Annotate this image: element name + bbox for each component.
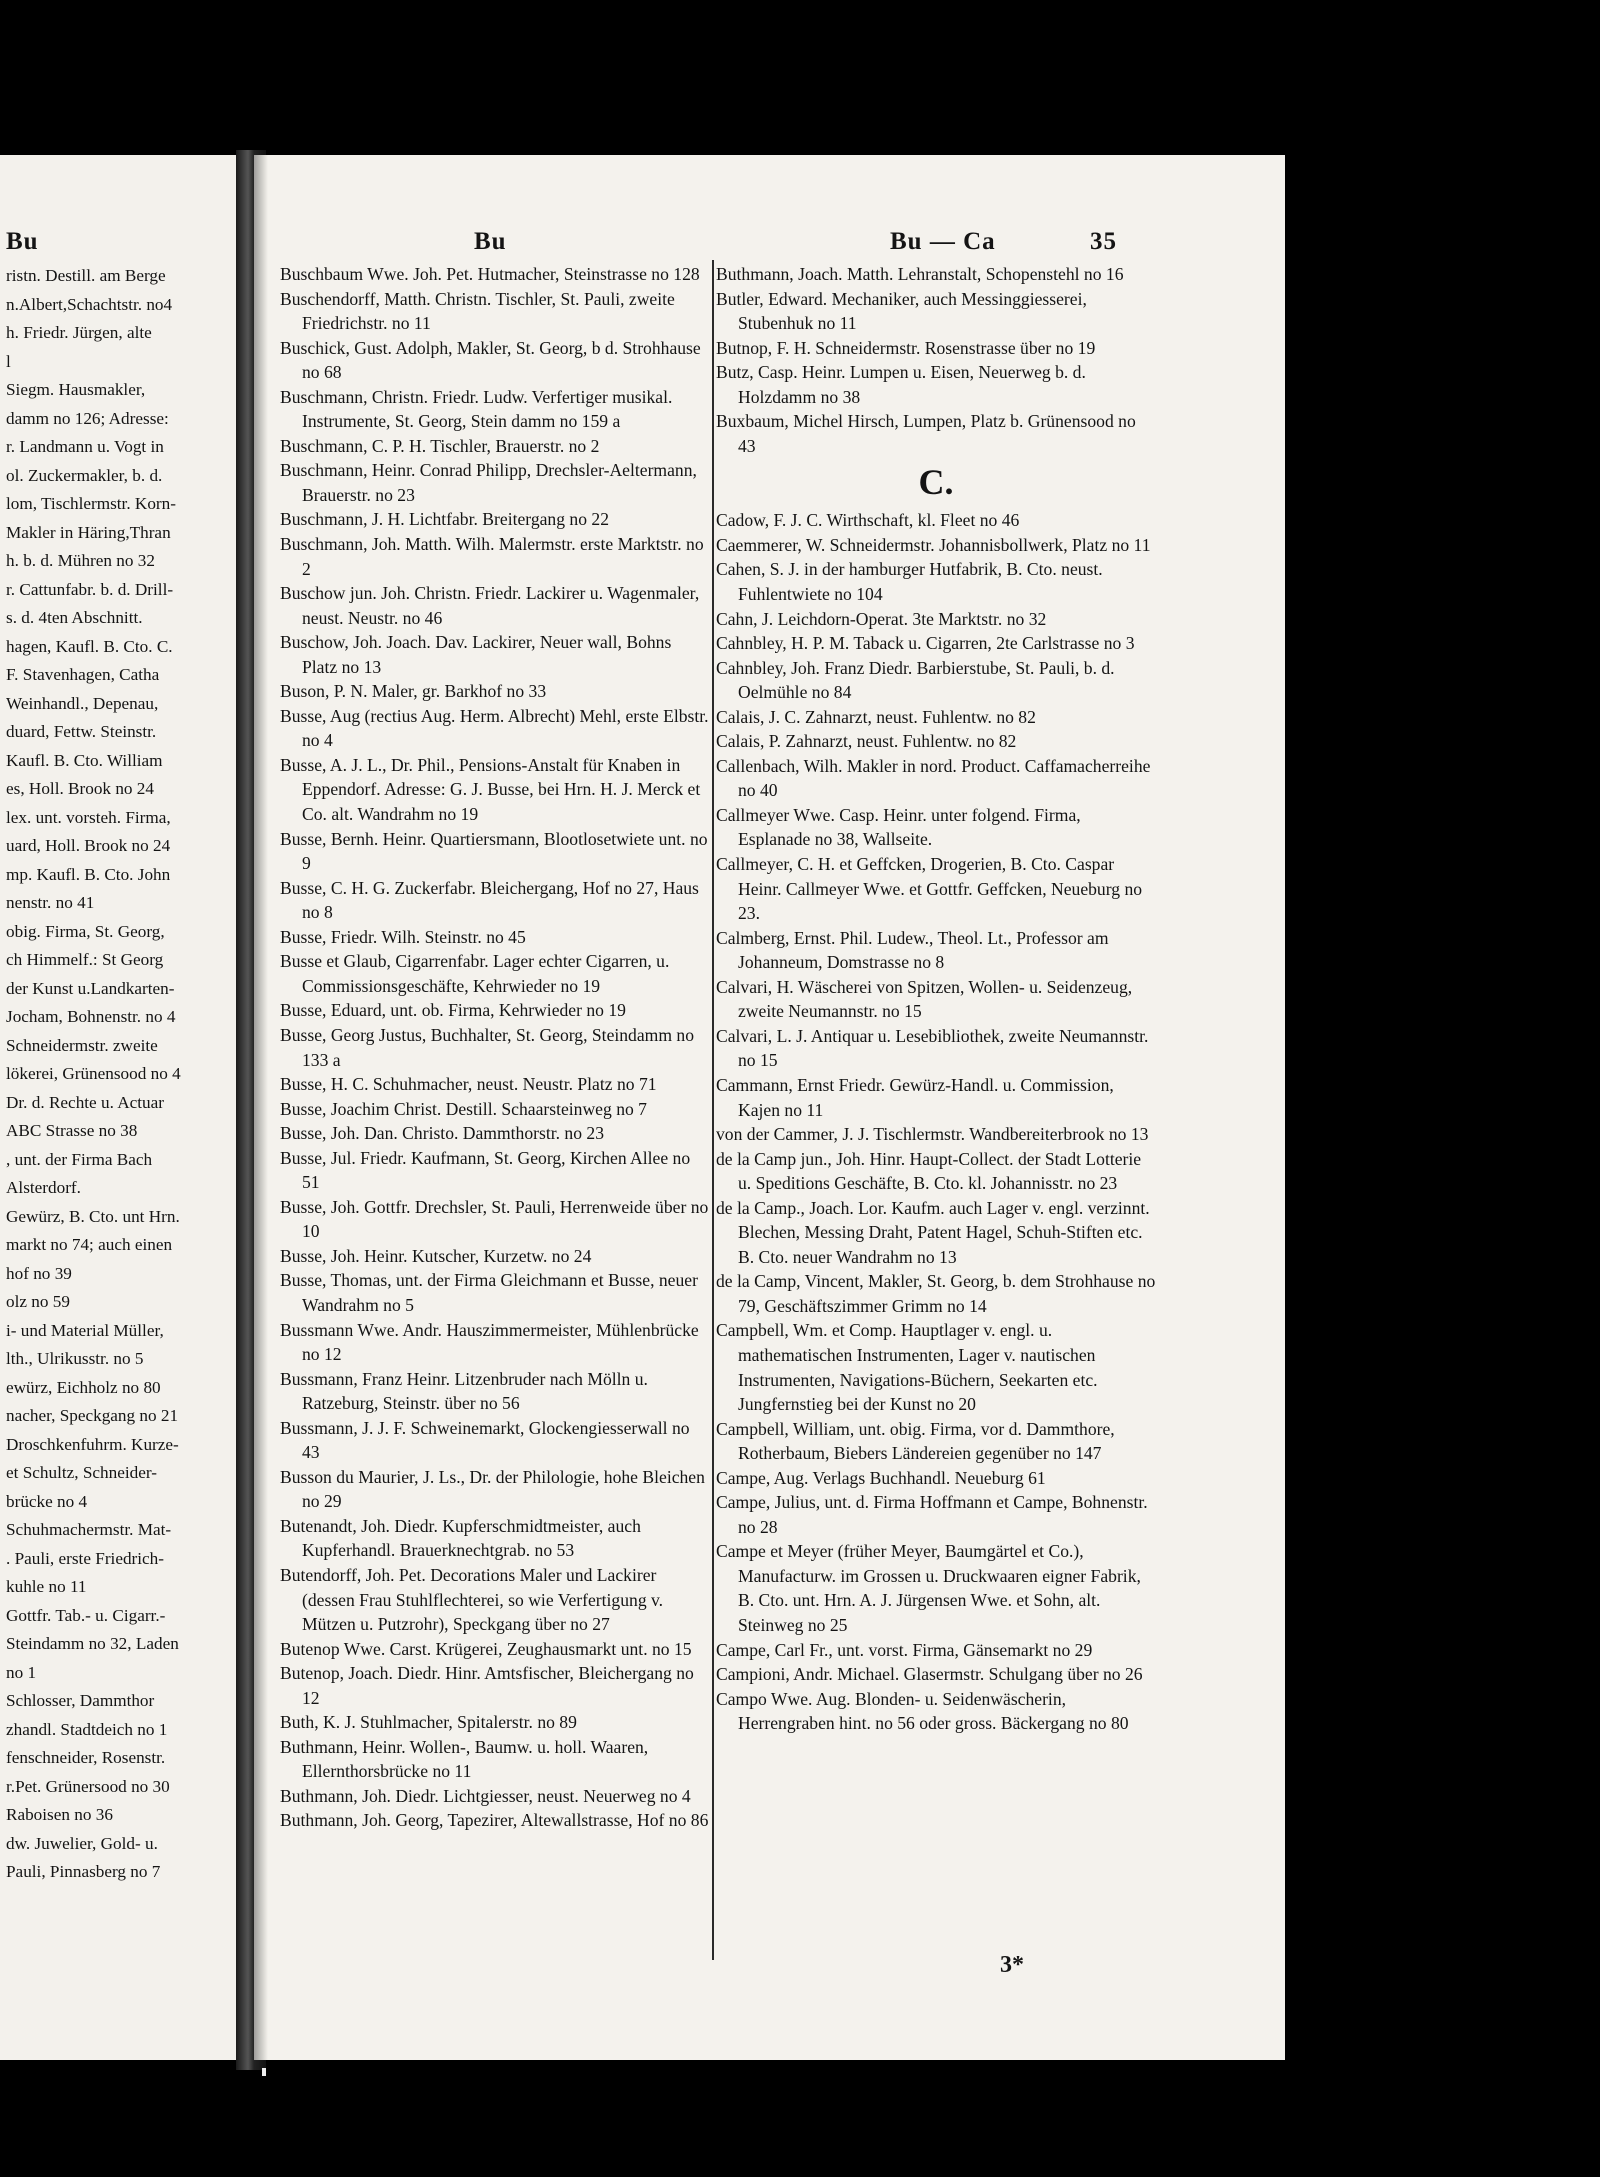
directory-entry: Buschmann, Christn. Friedr. Ludw. Verfertiger musikal. Instrumente, St. Georg, Stein damm no 159 a xyxy=(280,386,673,432)
directory-column-2 xyxy=(716,262,1156,1736)
directory-line: Alsterdorf. xyxy=(6,1178,81,1197)
directory-entry: Buschbaum Wwe. Joh. Pet. Hutmacher, Steinstrasse no 128 xyxy=(280,264,700,284)
directory-line: der Kunst u.Landkarten- xyxy=(6,978,175,998)
directory-entry: Campbell, Wm. et Comp. Hauptlager v. engl. u. mathematischen Instrumenten, Lager v. nautischen Instrumenten, Navigations-Büchern, Seekarten etc. Jungfernstieg bei der Kunst no 20 xyxy=(716,1320,1098,1415)
directory-line: r. Landmann u. Vogt in xyxy=(6,437,164,456)
directory-line: mp. Kaufl. B. Cto. John xyxy=(6,864,171,884)
directory-entry: Campe, Julius, unt. d. Firma Hoffmann et Campe, Bohnenstr. no 28 xyxy=(716,1492,1148,1537)
directory-line: markt no 74; auch einen xyxy=(6,1235,173,1254)
left-page-header: Bu xyxy=(6,228,39,255)
directory-line: Pauli, Pinnasberg no 7 xyxy=(6,1862,161,1881)
directory-entry: Buschmann, Heinr. Conrad Philipp, Drechsler-Aeltermann, Brauerstr. no 23 xyxy=(280,460,697,505)
directory-entry: Butz, Casp. Heinr. Lumpen u. Eisen, Neuerweg b. d. Holzdamm no 38 xyxy=(716,362,1086,407)
column-divider xyxy=(712,260,714,1960)
directory-entry: Bussmann Wwe. Andr. Hauszimmermeister, Mühlenbrücke no 12 xyxy=(280,1319,699,1365)
directory-entry: Busson du Maurier, J. Ls., Dr. der Philologie, hohe Bleichen no 29 xyxy=(280,1466,705,1512)
signature-mark: 3* xyxy=(1000,1952,1024,1978)
directory-line: Gottfr. Tab.- u. Cigarr.- xyxy=(6,1605,166,1625)
directory-entry: Busse, Joh. Dan. Christo. Dammthorstr. no 23 xyxy=(280,1123,605,1144)
directory-entry: Butenop, Joach. Diedr. Hinr. Amtsfischer, Bleichergang no 12 xyxy=(280,1663,694,1708)
directory-entry: Butenop Wwe. Carst. Krügerei, Zeughausmarkt unt. no 15 xyxy=(280,1638,692,1659)
directory-line: nenstr. no 41 xyxy=(6,893,95,912)
directory-line: F. Stavenhagen, Catha xyxy=(6,665,160,684)
directory-entry: Busse, Joh. Gottfr. Drechsler, St. Pauli, Herrenweide über no 10 xyxy=(280,1196,709,1242)
left-page xyxy=(0,155,245,2060)
directory-line: r.Pet. Grünersood no 30 xyxy=(6,1776,170,1796)
directory-entry: Butler, Edward. Mechaniker, auch Messinggiesserei, Stubenhuk no 11 xyxy=(716,288,1087,334)
directory-line: r. Cattunfabr. b. d. Drill- xyxy=(6,579,174,599)
directory-column-1 xyxy=(280,262,710,1833)
directory-entry: Calvari, L. J. Antiquar u. Lesebibliothek, zweite Neumannstr. no 15 xyxy=(716,1025,1149,1071)
directory-line: kuhle no 11 xyxy=(6,1577,87,1596)
directory-entry: Calais, J. C. Zahnarzt, neust. Fuhlentw. no 82 xyxy=(716,706,1036,727)
directory-entry: Buthmann, Heinr. Wollen-, Baumw. u. holl. Waaren, Ellernthorsbrücke no 11 xyxy=(280,1736,649,1782)
directory-line: olz no 59 xyxy=(6,1292,70,1311)
directory-entry: Busse, Jul. Friedr. Kaufmann, St. Georg, Kirchen Allee no 51 xyxy=(280,1147,691,1193)
directory-entry: Cadow, F. J. C. Wirthschaft, kl. Fleet no 46 xyxy=(716,510,1020,531)
directory-entry: Campo Wwe. Aug. Blonden- u. Seidenwäscherin, Herrengraben hint. no 56 oder gross. Bäckergang no 80 xyxy=(716,1688,1129,1734)
directory-line: i- und Material Müller, xyxy=(6,1320,164,1340)
right-page-header-center: Bu xyxy=(474,228,507,255)
directory-entry: Butnop, F. H. Schneidermstr. Rosenstrasse über no 19 xyxy=(716,337,1096,358)
directory-entry: de la Camp., Joach. Lor. Kaufm. auch Lager v. engl. verzinnt. Blechen, Messing Draht, Patent Hagel, Schuh-Stiften etc. B. Cto. neuer Wandrahm no 13 xyxy=(716,1197,1150,1267)
directory-line: es, Holl. Brook no 24 xyxy=(6,779,154,798)
directory-entry: Cahen, S. J. in der hamburger Hutfabrik, B. Cto. neust. Fuhlentwiete no 104 xyxy=(716,559,1103,605)
dust-spot xyxy=(262,2068,266,2076)
directory-entry: Busse, Eduard, unt. ob. Firma, Kehrwieder no 19 xyxy=(280,1000,626,1021)
directory-line: hagen, Kaufl. B. Cto. C. xyxy=(6,636,173,656)
directory-entry: Callmeyer, C. H. et Geffcken, Drogerien, B. Cto. Caspar Heinr. Callmeyer Wwe. et Gottfr. Geffcken, Neueburg no 23. xyxy=(716,854,1143,924)
directory-line: ol. Zuckermakler, b. d. xyxy=(6,465,163,485)
directory-entry: Callenbach, Wilh. Makler in nord. Product. Caffamacherreihe no 40 xyxy=(716,755,1151,801)
directory-line: ABC Strasse no 38 xyxy=(6,1121,138,1140)
directory-line: brücke no 4 xyxy=(6,1491,88,1511)
directory-line: h. Friedr. Jürgen, alte xyxy=(6,323,152,342)
directory-entry: Busse, Friedr. Wilh. Steinstr. no 45 xyxy=(280,926,526,947)
directory-line: duard, Fettw. Steinstr. xyxy=(6,722,157,741)
directory-line: Steindamm no 32, Laden xyxy=(6,1634,179,1653)
directory-entry: Busse et Glaub, Cigarrenfabr. Lager echter Cigarren, u. Commissionsgeschäfte, Kehrwieder no 19 xyxy=(280,951,670,996)
directory-line: dw. Juwelier, Gold- u. xyxy=(6,1833,158,1853)
directory-entry: Caemmerer, W. Schneidermstr. Johannisbollwerk, Platz no 11 xyxy=(716,534,1151,555)
directory-entry: Calvari, H. Wäscherei von Spitzen, Wollen- u. Seidenzeug, zweite Neumannstr. no 15 xyxy=(716,976,1133,1022)
directory-line: . Pauli, erste Friedrich- xyxy=(6,1548,164,1568)
directory-entry: Buthmann, Joh. Georg, Tapezirer, Altewallstrasse, Hof no 86 xyxy=(280,1810,709,1831)
directory-line: uard, Holl. Brook no 24 xyxy=(6,836,171,855)
directory-entry: Buson, P. N. Maler, gr. Barkhof no 33 xyxy=(280,681,547,702)
directory-line: damm no 126; Adresse: xyxy=(6,408,169,428)
directory-line: Dr. d. Rechte u. Actuar xyxy=(6,1092,164,1112)
directory-line: Gewürz, B. Cto. unt Hrn. xyxy=(6,1206,180,1226)
directory-line: lökerei, Grünensood no 4 xyxy=(6,1064,181,1083)
directory-line: l xyxy=(6,351,11,371)
directory-entry: Buschmann, Joh. Matth. Wilh. Malermstr. erste Marktstr. no 2 xyxy=(280,534,704,579)
directory-line: lom, Tischlermstr. Korn- xyxy=(6,494,176,513)
directory-line: Droschkenfuhrm. Kurze- xyxy=(6,1434,179,1454)
directory-entry: Cammann, Ernst Friedr. Gewürz-Handl. u. Commission, Kajen no 11 xyxy=(716,1074,1114,1120)
directory-entry: Busse, Bernh. Heinr. Quartiersmann, Blootlosetwiete unt. no 9 xyxy=(280,828,708,874)
directory-line: zhandl. Stadtdeich no 1 xyxy=(6,1719,168,1739)
directory-line: Schlosser, Dammthor xyxy=(6,1691,155,1710)
directory-entry: Calais, P. Zahnarzt, neust. Fuhlentw. no 82 xyxy=(716,731,1017,752)
directory-entry: Cahnbley, H. P. M. Taback u. Cigarren, 2te Carlstrasse no 3 xyxy=(716,633,1135,654)
directory-line: lex. unt. vorsteh. Firma, xyxy=(6,807,171,827)
directory-entry: Buschendorff, Matth. Christn. Tischler, St. Pauli, zweite Friedrichstr. no 11 xyxy=(280,288,675,334)
page-number: 35 xyxy=(1090,228,1117,255)
directory-entry: Butendorff, Joh. Pet. Decorations Maler und Lackirer (dessen Frau Stuhlflechterei, so wie Verfertigung v. Mützen u. Putzrohr), Speckgang über no 27 xyxy=(280,1564,664,1635)
directory-entry: de la Camp, Vincent, Makler, St. Georg, b. dem Strohhause no 79, Geschäftszimmer Grimm no 14 xyxy=(716,1271,1156,1316)
directory-entry: Campe et Meyer (früher Meyer, Baumgärtel et Co.), Manufacturw. im Grossen u. Druckwaaren eigner Fabrik, B. Cto. unt. Hrn. A. J. Jürgensen Wwe. et Sohn, alt. Steinweg no 25 xyxy=(716,1541,1141,1635)
directory-entry: Buthmann, Joh. Diedr. Lichtgiesser, neust. Neuerweg no 4 xyxy=(280,1785,691,1806)
directory-entry: Buschmann, J. H. Lichtfabr. Breitergang no 22 xyxy=(280,509,610,530)
directory-entry: Bussmann, J. J. F. Schweinemarkt, Glockengiesserwall no 43 xyxy=(280,1417,690,1463)
directory-entry: Busse, H. C. Schuhmacher, neust. Neustr. Platz no 71 xyxy=(280,1074,657,1095)
directory-entry: Busse, Joachim Christ. Destill. Schaarsteinweg no 7 xyxy=(280,1098,647,1119)
directory-entry: Campioni, Andr. Michael. Glasermstr. Schulgang über no 26 xyxy=(716,1664,1143,1685)
directory-line: lth., Ulrikusstr. no 5 xyxy=(6,1349,144,1368)
directory-entry: Buschmann, C. P. H. Tischler, Brauerstr. no 2 xyxy=(280,435,600,456)
directory-entry: Buschow, Joh. Joach. Dav. Lackirer, Neuer wall, Bohns Platz no 13 xyxy=(280,632,672,677)
directory-line: Siegm. Hausmakler, xyxy=(6,380,146,399)
directory-entry: von der Cammer, J. J. Tischlermstr. Wandbereiterbrook no 13 xyxy=(716,1124,1149,1145)
directory-line: Weinhandl., Depenau, xyxy=(6,693,159,713)
directory-entry: Buthmann, Joach. Matth. Lehranstalt, Schopenstehl no 16 xyxy=(716,264,1124,284)
directory-line: nacher, Speckgang no 21 xyxy=(6,1406,179,1425)
directory-line: , unt. der Firma Bach xyxy=(6,1149,153,1169)
directory-line: et Schultz, Schneider- xyxy=(6,1463,157,1482)
directory-entry: Busse, Thomas, unt. der Firma Gleichmann et Busse, neuer Wandrahm no 5 xyxy=(280,1270,698,1315)
directory-line: Schneidermstr. zweite xyxy=(6,1035,158,1055)
directory-entry: Buxbaum, Michel Hirsch, Lumpen, Platz b. Grünensood no 43 xyxy=(716,411,1136,456)
directory-line: no 1 xyxy=(6,1662,37,1682)
section-letter: C. xyxy=(918,462,954,503)
directory-line: n.Albert,Schachtstr. no4 xyxy=(6,294,173,314)
directory-entry: Campe, Aug. Verlags Buchhandl. Neueburg 61 xyxy=(716,1467,1046,1488)
directory-entry: Campbell, William, unt. obig. Firma, vor d. Dammthore, Rotherbaum, Biebers Ländereien gegenüber no 147 xyxy=(716,1418,1115,1464)
directory-line: Raboisen no 36 xyxy=(6,1805,113,1824)
left-page-column xyxy=(6,262,242,1887)
right-page-header-right: Bu — Ca xyxy=(890,228,996,255)
directory-entry: Campe, Carl Fr., unt. vorst. Firma, Gänsemarkt no 29 xyxy=(716,1639,1093,1660)
directory-line: h. b. d. Mühren no 32 xyxy=(6,551,155,570)
directory-entry: Bussmann, Franz Heinr. Litzenbruder nach Mölln u. Ratzeburg, Steinstr. über no 56 xyxy=(280,1368,648,1414)
directory-line: Makler in Häring,Thran xyxy=(6,522,171,542)
spine-shadow xyxy=(254,155,268,2060)
directory-line: Jocham, Bohnenstr. no 4 xyxy=(6,1007,176,1026)
directory-line: obig. Firma, St. Georg, xyxy=(6,921,165,941)
directory-entry: Buschick, Gust. Adolph, Makler, St. Georg, b d. Strohhause no 68 xyxy=(280,337,701,383)
directory-entry: Busse, C. H. G. Zuckerfabr. Bleichergang, Hof no 27, Haus no 8 xyxy=(280,877,699,923)
directory-entry: Busse, Georg Justus, Buchhalter, St. Georg, Steindamm no 133 a xyxy=(280,1024,695,1070)
directory-line: Schuhmachermstr. Mat- xyxy=(6,1520,172,1539)
directory-line: ch Himmelf.: St Georg xyxy=(6,950,164,969)
directory-line: Kaufl. B. Cto. William xyxy=(6,750,163,770)
directory-line: s. d. 4ten Abschnitt. xyxy=(6,608,143,627)
directory-line: ewürz, Eichholz no 80 xyxy=(6,1377,161,1397)
directory-entry: Busse, A. J. L., Dr. Phil., Pensions-Anstalt für Knaben in Eppendorf. Adresse: G. J. Busse, bei Hrn. H. J. Merck et Co. alt. Wandrahm no 19 xyxy=(280,754,701,825)
directory-entry: Busse, Joh. Heinr. Kutscher, Kurzetw. no 24 xyxy=(280,1245,592,1266)
directory-entry: de la Camp jun., Joh. Hinr. Haupt-Collect. der Stadt Lotterie u. Speditions Geschäfte, B. Cto. kl. Johannisstr. no 23 xyxy=(716,1148,1142,1194)
directory-entry: Calmberg, Ernst. Phil. Ludew., Theol. Lt., Professor am Johanneum, Domstrasse no 8 xyxy=(716,927,1109,973)
directory-entry: Callmeyer Wwe. Casp. Heinr. unter folgend. Firma, Esplanade no 38, Wallseite. xyxy=(716,804,1081,850)
directory-line: fenschneider, Rosenstr. xyxy=(6,1748,166,1767)
directory-line: hof no 39 xyxy=(6,1263,72,1283)
directory-line: ristn. Destill. am Berge xyxy=(6,266,166,285)
directory-entry: Cahn, J. Leichdorn-Operat. 3te Marktstr. no 32 xyxy=(716,608,1047,629)
directory-entry: Buth, K. J. Stuhlmacher, Spitalerstr. no 89 xyxy=(280,1712,577,1733)
directory-entry: Butenandt, Joh. Diedr. Kupferschmidtmeister, auch Kupferhandl. Brauerknechtgrab. no 53 xyxy=(280,1515,641,1561)
directory-entry: Cahnbley, Joh. Franz Diedr. Barbierstube, St. Pauli, b. d. Oelmühle no 84 xyxy=(716,657,1115,703)
directory-entry: Buschow jun. Joh. Christn. Friedr. Lackirer u. Wagenmaler, neust. Neustr. no 46 xyxy=(280,583,700,628)
directory-entry: Busse, Aug (rectius Aug. Herm. Albrecht) Mehl, erste Elbstr. no 4 xyxy=(280,705,709,751)
